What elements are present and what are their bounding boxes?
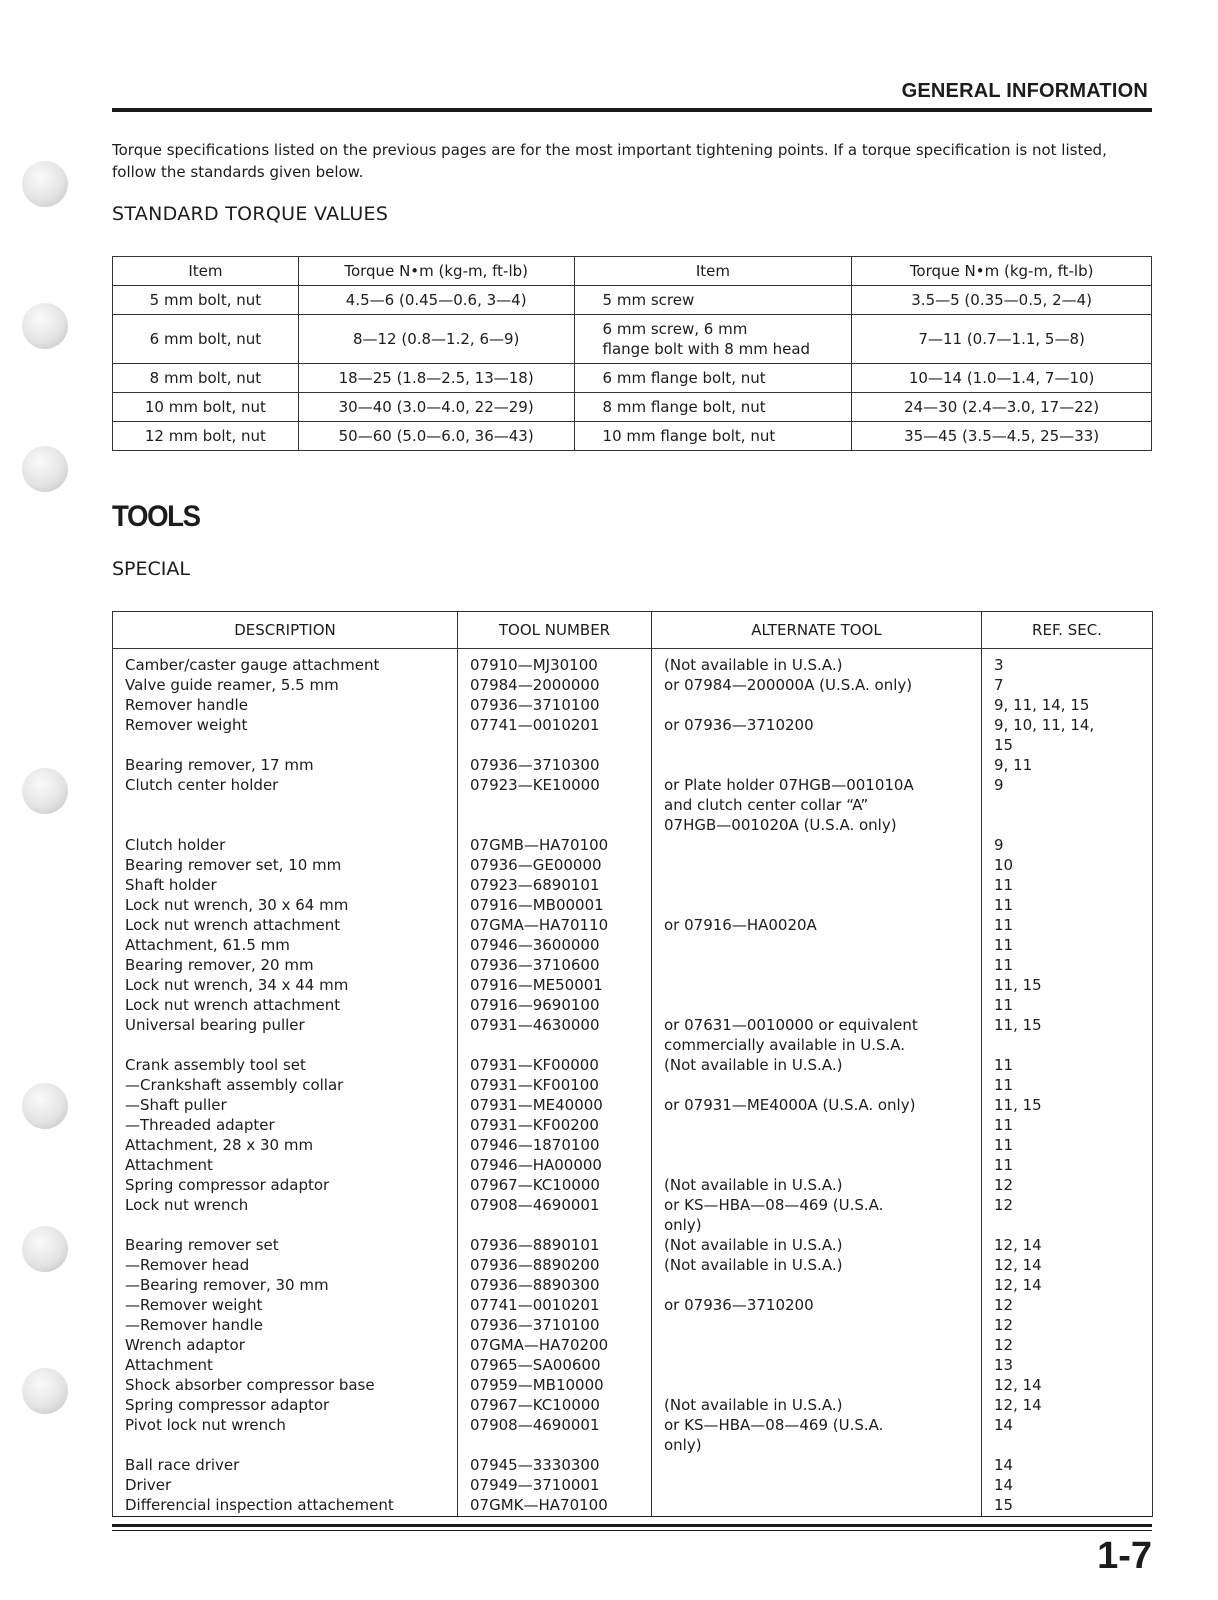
- ref-sec-line: 7: [994, 676, 1004, 694]
- binder-hole: [22, 1368, 68, 1414]
- alternate-tool-line: only): [664, 1436, 702, 1454]
- tool-number-line: 07936—3710100: [470, 1316, 600, 1334]
- alternate-tool-line: or KS—HBA—08—469 (U.S.A.: [664, 1196, 884, 1214]
- alternate-tool-line: or 07916—HA0020A: [664, 916, 817, 934]
- tool-number-line: 07936—3710100: [470, 696, 600, 714]
- alternate-tool-line: (Not available in U.S.A.): [664, 1056, 843, 1074]
- ref-sec-line: 14: [994, 1456, 1014, 1474]
- ref-sec-line: 12: [994, 1336, 1014, 1354]
- binder-hole: [22, 161, 68, 207]
- tool-description-line: [125, 815, 445, 835]
- tool-number-line: 07949—3710001: [470, 1476, 600, 1494]
- alternate-tool-line: only): [664, 1216, 702, 1234]
- tool-description-line: —Remover weight: [125, 1296, 263, 1314]
- tool-number-line: 07908—4690001: [470, 1196, 600, 1214]
- ref-sec-line: 11, 15: [994, 1016, 1042, 1034]
- ref-sec-line: 10: [994, 856, 1014, 874]
- tool-number-line: [470, 1035, 639, 1055]
- torque-item: 10 mm flange bolt, nut: [574, 422, 852, 451]
- tool-number-line: 07965—SA00600: [470, 1356, 601, 1374]
- alternate-tool-line: [664, 1355, 969, 1375]
- torque-value: 18—25 (1.8—2.5, 13—18): [298, 364, 574, 393]
- tools-header-row: [113, 612, 1153, 649]
- alternate-tool-line: [664, 1375, 969, 1395]
- ref-sec-line: 11: [994, 896, 1014, 914]
- ref-sec-line: 15: [994, 1496, 1014, 1514]
- tool-description-line: Universal bearing puller: [125, 1016, 305, 1034]
- torque-header-cell: Item: [113, 257, 299, 286]
- alternate-tool-line: and clutch center collar “A”: [664, 796, 869, 814]
- tool-number-line: 07916—ME50001: [470, 976, 603, 994]
- ref-sec-line: 11: [994, 876, 1014, 894]
- binder-hole: [22, 1226, 68, 1272]
- torque-item: 5 mm bolt, nut: [113, 286, 299, 315]
- ref-sec-line: 14: [994, 1476, 1014, 1494]
- intro-paragraph: Torque specifications listed on the previous pages are for the most important tightening points. If a torque specification is not listed, follow the standards given below.: [112, 141, 1107, 181]
- torque-row: [113, 393, 1152, 422]
- torque-row: [113, 315, 1152, 364]
- ref-sec-line: 11, 15: [994, 976, 1042, 994]
- alternate-tool-line: [664, 1115, 969, 1135]
- torque-header-row: [113, 257, 1152, 286]
- section-header-title: GENERAL INFORMATION: [901, 80, 1148, 102]
- header-rule: [112, 108, 1152, 112]
- tool-description-line: Crank assembly tool set: [125, 1056, 306, 1074]
- tool-description-line: Attachment, 61.5 mm: [125, 936, 290, 954]
- page-number: 1-7: [1097, 1535, 1152, 1577]
- ref-sec-line: 11: [994, 1136, 1014, 1154]
- tool-description-line: Clutch center holder: [125, 776, 279, 794]
- tool-number-line: 07908—4690001: [470, 1416, 600, 1434]
- tool-number-line: 07936—8890300: [470, 1276, 600, 1294]
- tool-description-line: Wrench adaptor: [125, 1336, 245, 1354]
- ref-sec-line: 12: [994, 1316, 1014, 1334]
- tool-number-line: [470, 735, 639, 755]
- torque-value: 7—11 (0.7—1.1, 5—8): [852, 315, 1152, 364]
- torque-value: 3.5—5 (0.35—0.5, 2—4): [852, 286, 1152, 315]
- tool-description-line: Bearing remover set, 10 mm: [125, 856, 342, 874]
- tool-description-line: Ball race driver: [125, 1456, 240, 1474]
- tool-number-line: [470, 1215, 639, 1235]
- tools-header-tool-number: TOOL NUMBER: [458, 612, 652, 649]
- tool-description-line: Lock nut wrench attachment: [125, 996, 341, 1014]
- tool-description-line: Clutch holder: [125, 836, 226, 854]
- alternate-tool-line: [664, 935, 969, 955]
- tool-description-line: Attachment, 28 x 30 mm: [125, 1136, 314, 1154]
- binder-hole: [22, 1083, 68, 1129]
- alternate-tool-line: [664, 1315, 969, 1335]
- tool-number-line: 07GMK—HA70100: [470, 1496, 608, 1514]
- ref-sec-line: 14: [994, 1416, 1014, 1434]
- tool-number-line: 07936—8890200: [470, 1256, 600, 1274]
- alternate-tool-line: [664, 975, 969, 995]
- alternate-tool-line: or 07631—0010000 or equivalent: [664, 1016, 918, 1034]
- tool-number-line: 07931—4630000: [470, 1016, 600, 1034]
- tools-header-ref-sec: REF. SEC.: [982, 612, 1153, 649]
- ref-sec-line: 9: [994, 836, 1004, 854]
- tool-description-line: —Remover head: [125, 1256, 250, 1274]
- ref-sec-line: 13: [994, 1356, 1014, 1374]
- tool-description-line: [125, 1035, 445, 1055]
- tool-number-column: [458, 649, 652, 1517]
- tool-description-line: Bearing remover, 20 mm: [125, 956, 314, 974]
- ref-sec-line: 12: [994, 1196, 1014, 1214]
- tool-number-line: 07931—ME40000: [470, 1096, 603, 1114]
- ref-sec-line: 12, 14: [994, 1276, 1042, 1294]
- tool-description-line: Remover weight: [125, 716, 248, 734]
- alternate-tool-line: (Not available in U.S.A.): [664, 656, 843, 674]
- tool-description-line: Camber/caster gauge attachment: [125, 656, 380, 674]
- tool-description-line: Attachment: [125, 1156, 213, 1174]
- alternate-tool-line: (Not available in U.S.A.): [664, 1256, 843, 1274]
- alternate-tool-column: [652, 649, 982, 1517]
- alternate-tool-line: or 07931—ME4000A (U.S.A. only): [664, 1096, 916, 1114]
- ref-sec-line: [994, 815, 1140, 835]
- torque-row: [113, 364, 1152, 393]
- alternate-tool-line: [664, 1075, 969, 1095]
- alternate-tool-line: [664, 895, 969, 915]
- tool-description-line: —Crankshaft assembly collar: [125, 1076, 344, 1094]
- tool-description-line: Bearing remover, 17 mm: [125, 756, 314, 774]
- tool-description-line: [125, 1215, 445, 1235]
- tool-number-line: 07GMB—HA70100: [470, 836, 609, 854]
- tools-body-row: [113, 649, 1153, 1517]
- tool-number-line: 07936—3710600: [470, 956, 600, 974]
- tool-number-line: [470, 795, 639, 815]
- alternate-tool-line: or 07936—3710200: [664, 1296, 814, 1314]
- tool-number-line: [470, 815, 639, 835]
- ref-sec-line: 11: [994, 996, 1014, 1014]
- alternate-tool-line: (Not available in U.S.A.): [664, 1236, 843, 1254]
- torque-row: [113, 422, 1152, 451]
- binder-hole: [22, 768, 68, 814]
- tool-description-line: —Bearing remover, 30 mm: [125, 1276, 329, 1294]
- ref-sec-line: 12, 14: [994, 1236, 1042, 1254]
- alternate-tool-line: (Not available in U.S.A.): [664, 1176, 843, 1194]
- alternate-tool-line: [664, 855, 969, 875]
- alternate-tool-line: [664, 1275, 969, 1295]
- tool-number-line: 07946—1870100: [470, 1136, 600, 1154]
- tool-description-line: Differencial inspection attachement: [125, 1496, 394, 1514]
- ref-sec-line: 9, 10, 11, 14,: [994, 716, 1095, 734]
- tool-number-line: 07741—0010201: [470, 1296, 600, 1314]
- tool-description-line: Driver: [125, 1476, 172, 1494]
- torque-item: 12 mm bolt, nut: [113, 422, 299, 451]
- torque-item: 8 mm flange bolt, nut: [574, 393, 852, 422]
- ref-sec-line: [994, 1215, 1140, 1235]
- alternate-tool-line: (Not available in U.S.A.): [664, 1396, 843, 1414]
- ref-sec-line: 15: [994, 736, 1014, 754]
- ref-sec-line: 12: [994, 1296, 1014, 1314]
- alternate-tool-line: [664, 835, 969, 855]
- ref-sec-line: 12, 14: [994, 1376, 1042, 1394]
- alternate-tool-line: [664, 875, 969, 895]
- alternate-tool-line: [664, 1495, 969, 1515]
- torque-value: 50—60 (5.0—6.0, 36—43): [298, 422, 574, 451]
- alternate-tool-line: 07HGB—001020A (U.S.A. only): [664, 816, 897, 834]
- tool-number-line: 07931—KF00100: [470, 1076, 599, 1094]
- footer-rule-thin: [112, 1530, 1152, 1531]
- tool-number-line: 07946—3600000: [470, 936, 600, 954]
- tools-header-description: DESCRIPTION: [113, 612, 458, 649]
- tool-number-line: 07923—KE10000: [470, 776, 600, 794]
- torque-value: 30—40 (3.0—4.0, 22—29): [298, 393, 574, 422]
- tool-description-line: Shock absorber compressor base: [125, 1376, 375, 1394]
- alternate-tool-line: or KS—HBA—08—469 (U.S.A.: [664, 1416, 884, 1434]
- tool-description-line: Attachment: [125, 1356, 213, 1374]
- ref-sec-line: 11: [994, 1056, 1014, 1074]
- binder-hole: [22, 303, 68, 349]
- torque-table: [112, 256, 1152, 451]
- tool-number-line: 07936—3710300: [470, 756, 600, 774]
- tool-number-line: 07946—HA00000: [470, 1156, 602, 1174]
- tool-description-line: Lock nut wrench, 34 x 44 mm: [125, 976, 349, 994]
- tools-title: TOOLS: [112, 500, 200, 533]
- alternate-tool-line: or 07984—200000A (U.S.A. only): [664, 676, 913, 694]
- tool-number-line: 07984—2000000: [470, 676, 600, 694]
- alternate-tool-line: [664, 735, 969, 755]
- tool-description-line: —Remover handle: [125, 1316, 263, 1334]
- ref-sec-line: [994, 1435, 1140, 1455]
- ref-sec-line: 11: [994, 1156, 1014, 1174]
- ref-sec-column: [982, 649, 1153, 1517]
- tool-number-line: 07910—MJ30100: [470, 656, 598, 674]
- footer-rule: [112, 1524, 1152, 1527]
- torque-item: 6 mm screw, 6 mm flange bolt with 8 mm head: [574, 315, 852, 364]
- tool-description-line: Lock nut wrench, 30 x 64 mm: [125, 896, 349, 914]
- description-column: [113, 649, 458, 1517]
- torque-item: 10 mm bolt, nut: [113, 393, 299, 422]
- torque-item: 6 mm bolt, nut: [113, 315, 299, 364]
- ref-sec-line: 11, 15: [994, 1096, 1042, 1114]
- tool-description-line: Spring compressor adaptor: [125, 1176, 330, 1194]
- torque-value: 35—45 (3.5—4.5, 25—33): [852, 422, 1152, 451]
- tool-description-line: Pivot lock nut wrench: [125, 1416, 286, 1434]
- tool-description-line: [125, 735, 445, 755]
- ref-sec-line: 11: [994, 1076, 1014, 1094]
- tool-description-line: Bearing remover set: [125, 1236, 279, 1254]
- tool-number-line: 07923—6890101: [470, 876, 600, 894]
- ref-sec-line: 9, 11: [994, 756, 1033, 774]
- tool-number-line: 07916—9690100: [470, 996, 600, 1014]
- alternate-tool-line: [664, 1135, 969, 1155]
- tool-description-line: Shaft holder: [125, 876, 217, 894]
- ref-sec-line: 11: [994, 956, 1014, 974]
- tool-description-line: Valve guide reamer, 5.5 mm: [125, 676, 339, 694]
- alternate-tool-line: [664, 1335, 969, 1355]
- tool-number-line: 07931—KF00200: [470, 1116, 599, 1134]
- alternate-tool-line: or Plate holder 07HGB—001010A: [664, 776, 914, 794]
- alternate-tool-line: [664, 1475, 969, 1495]
- torque-item: 6 mm flange bolt, nut: [574, 364, 852, 393]
- special-label: SPECIAL: [112, 558, 190, 580]
- ref-sec-line: 11: [994, 936, 1014, 954]
- tool-description-line: —Threaded adapter: [125, 1116, 275, 1134]
- alternate-tool-line: [664, 695, 969, 715]
- ref-sec-line: 11: [994, 1116, 1014, 1134]
- torque-heading: STANDARD TORQUE VALUES: [112, 203, 389, 225]
- tool-number-line: 07931—KF00000: [470, 1056, 599, 1074]
- tool-number-line: 07967—KC10000: [470, 1176, 600, 1194]
- torque-value: 4.5—6 (0.45—0.6, 3—4): [298, 286, 574, 315]
- torque-header-cell: Item: [574, 257, 852, 286]
- ref-sec-line: 3: [994, 656, 1004, 674]
- alternate-tool-line: [664, 955, 969, 975]
- tool-number-line: 07GMA—HA70110: [470, 916, 609, 934]
- tool-description-line: Spring compressor adaptor: [125, 1396, 330, 1414]
- tool-description-line: Remover handle: [125, 696, 248, 714]
- tool-number-line: 07936—8890101: [470, 1236, 600, 1254]
- torque-header-cell: Torque N•m (kg-m, ft-lb): [298, 257, 574, 286]
- ref-sec-line: 12, 14: [994, 1256, 1042, 1274]
- torque-item: 5 mm screw: [574, 286, 852, 315]
- tool-number-line: 07967—KC10000: [470, 1396, 600, 1414]
- alternate-tool-line: [664, 1155, 969, 1175]
- binder-hole: [22, 446, 68, 492]
- torque-value: 24—30 (2.4—3.0, 17—22): [852, 393, 1152, 422]
- tool-number-line: 07936—GE00000: [470, 856, 602, 874]
- alternate-tool-line: [664, 755, 969, 775]
- torque-value: 10—14 (1.0—1.4, 7—10): [852, 364, 1152, 393]
- torque-row: [113, 286, 1152, 315]
- tool-description-line: —Shaft puller: [125, 1096, 227, 1114]
- tool-number-line: 07916—MB00001: [470, 896, 604, 914]
- alternate-tool-line: commercially available in U.S.A.: [664, 1036, 906, 1054]
- ref-sec-line: [994, 1035, 1140, 1055]
- tool-number-line: 07959—MB10000: [470, 1376, 604, 1394]
- tool-description-line: [125, 795, 445, 815]
- ref-sec-line: [994, 795, 1140, 815]
- ref-sec-line: 11: [994, 916, 1014, 934]
- tool-description-line: [125, 1435, 445, 1455]
- ref-sec-line: 9: [994, 776, 1004, 794]
- alternate-tool-line: [664, 995, 969, 1015]
- tool-number-line: 07GMA—HA70200: [470, 1336, 609, 1354]
- tools-table: [112, 611, 1153, 1517]
- ref-sec-line: 9, 11, 14, 15: [994, 696, 1090, 714]
- tool-description-line: Lock nut wrench attachment: [125, 916, 341, 934]
- alternate-tool-line: or 07936—3710200: [664, 716, 814, 734]
- torque-item: 8 mm bolt, nut: [113, 364, 299, 393]
- tool-number-line: [470, 1435, 639, 1455]
- ref-sec-line: 12, 14: [994, 1396, 1042, 1414]
- tools-header-alternate: ALTERNATE TOOL: [652, 612, 982, 649]
- ref-sec-line: 12: [994, 1176, 1014, 1194]
- tool-description-line: Lock nut wrench: [125, 1196, 249, 1214]
- tool-number-line: 07945—3330300: [470, 1456, 600, 1474]
- torque-value: 8—12 (0.8—1.2, 6—9): [298, 315, 574, 364]
- tool-number-line: 07741—0010201: [470, 716, 600, 734]
- torque-header-cell: Torque N•m (kg-m, ft-lb): [852, 257, 1152, 286]
- alternate-tool-line: [664, 1455, 969, 1475]
